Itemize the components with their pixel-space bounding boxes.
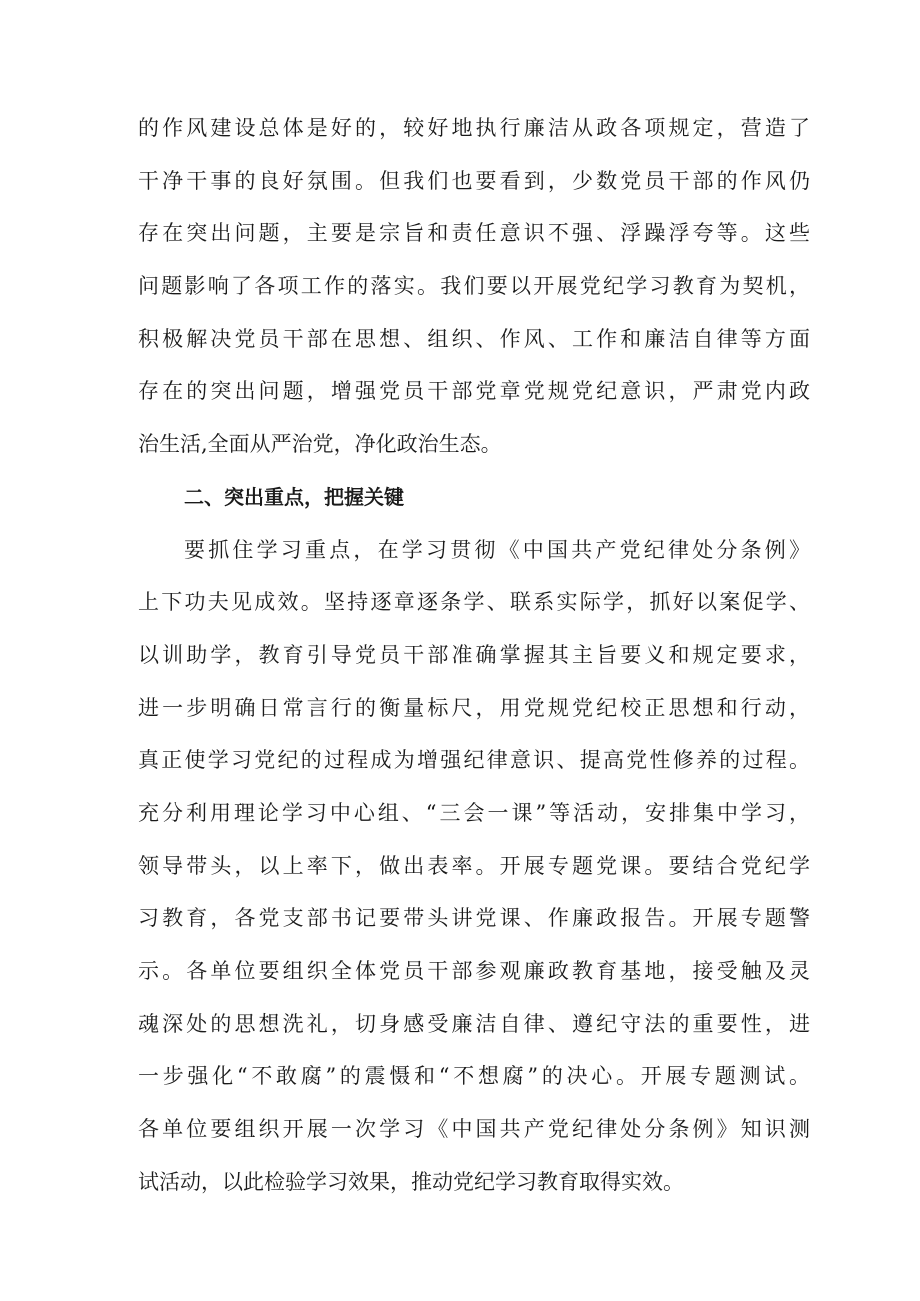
text-line: 存在的突出问题，增强党员干部党章党规党纪意识，严肃党内政 (138, 379, 810, 404)
text-line: 充分利用理论学习中心组、“三会一课”等活动，安排集中学习， (138, 800, 810, 825)
text-line: 干净干事的良好氛围。但我们也要看到，少数党员干部的作风仍 (138, 168, 810, 193)
text-line: 以训助学，教育引导党员干部准确掌握其主旨要义和规定要求， (138, 642, 810, 667)
text-line: 一步强化“不敢腐”的震慑和“不想腐”的决心。开展专题测试。 (138, 1064, 810, 1089)
text-line: 各单位要组织开展一次学习《中国共产党纪律处分条例》知识测 (138, 1117, 810, 1142)
text-line: 进一步明确日常言行的衡量标尺，用党规党纪校正思想和行动， (138, 695, 810, 720)
text-line: 习教育，各党支部书记要带头讲党课、作廉政报告。开展专题警 (138, 906, 810, 931)
section-heading: 二、突出重点，把握关键 (184, 484, 404, 509)
text-line: 治生活,全面从严治党，净化政治生态。 (138, 432, 502, 457)
text-line: 上下功夫见成效。坚持逐章逐条学、联系实际学，抓好以案促学、 (138, 590, 810, 615)
text-line: 的作风建设总体是好的，较好地执行廉洁从政各项规定，营造了 (138, 116, 810, 140)
document-body (138, 102, 810, 1208)
text-line: 领导带头，以上率下，做出表率。开展专题党课。要结合党纪学 (138, 853, 810, 878)
text-line: 真正使学习党纪的过程成为增强纪律意识、提高党性修养的过程。 (138, 748, 810, 773)
text-line: 存在突出问题，主要是宗旨和责任意识不强、浮躁浮夸等。这些 (138, 221, 810, 246)
text-line: 试活动，以此检验学习效果，推动党纪学习教育取得实效。 (138, 1169, 684, 1194)
text-line: 要抓住学习重点，在学习贯彻《中国共产党纪律处分条例》 (184, 537, 810, 562)
text-line: 问题影响了各项工作的落实。我们要以开展党纪学习教育为契机， (138, 274, 810, 299)
text-line: 魂深处的思想洗礼，切身感受廉洁自律、遵纪守法的重要性，进 (138, 1011, 810, 1036)
text-line: 示。各单位要组织全体党员干部参观廉政教育基地，接受触及灵 (138, 959, 810, 983)
text-line: 积极解决党员干部在思想、组织、作风、工作和廉洁自律等方面 (138, 326, 810, 351)
